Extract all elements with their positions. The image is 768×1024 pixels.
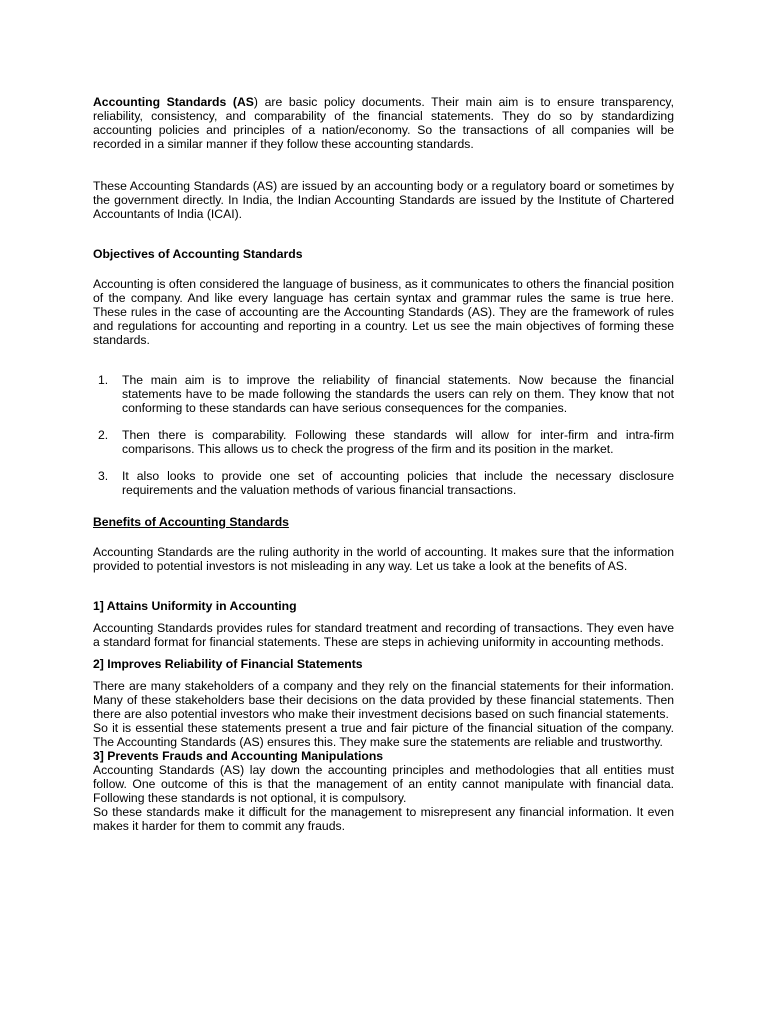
objectives-list-item <box>93 373 674 415</box>
reliability-subheading: 2] Improves Reliability of Financial Statements <box>93 657 363 671</box>
uniformity-paragraph: Accounting Standards provides rules for standard treatment and recording of transactions. They even have a standard format for financial statements. These are steps in achieving uniformity in accounting methods. <box>93 621 674 649</box>
fraud-paragraph-2: So these standards make it difficult for the management to misrepresent any financial information. It even makes it harder for them to commit any frauds. <box>93 805 674 833</box>
fraud-paragraph-1: Accounting Standards (AS) lay down the accounting principles and methodologies that all entities must follow. One outcome of this is that the management of an entity cannot manipulate with financial data. Following these standards is not optional, it is compulsory. <box>93 763 674 805</box>
intro-lead-bold: Accounting Standards (AS <box>93 95 254 109</box>
issuer-paragraph: These Accounting Standards (AS) are issued by an accounting body or a regulatory board or sometimes by the government directly. In India, the Indian Accounting Standards are issued by the Institute of Chartered Accountants of India (ICAI). <box>93 179 674 221</box>
list-item-number: 2. <box>98 428 109 442</box>
objectives-paragraph: Accounting is often considered the language of business, as it communicates to others the financial position of the company. And like every language has certain syntax and grammar rules the same is true here. These rules in the case of accounting are the Accounting Standards (AS). They are the framework of rules and regulations for accounting and reporting in a country. Let us see the main objectives of forming these standards. <box>93 277 674 347</box>
list-item-text: It also looks to provide one set of accounting policies that include the necessary disclosure requirements and the valuation methods of various financial transactions. <box>122 469 674 497</box>
document-body <box>93 95 674 833</box>
uniformity-subheading: 1] Attains Uniformity in Accounting <box>93 599 297 613</box>
objectives-list-item <box>93 428 674 456</box>
benefits-paragraph: Accounting Standards are the ruling authority in the world of accounting. It makes sure that the information provided to potential investors is not misleading in any way. Let us take a look at the benefits of AS. <box>93 545 674 573</box>
intro-lead-text: ) are basic policy documents. Their main aim is to ensure transparency, reliability, consistency, and comparability of the financial statements. They do so by standardizing accounting policies and principles of a nation/economy. So the transactions of all companies will be recorded in a similar manner if they follow these accounting standards. <box>93 95 674 151</box>
fraud-subheading: 3] Prevents Frauds and Accounting Manipulations <box>93 749 384 763</box>
reliability-paragraph-2: So it is essential these statements present a true and fair picture of the financial situation of the company. The Accounting Standards (AS) ensures this. They make sure the statements are reliable and trustworthy. <box>93 721 674 749</box>
list-item-text: The main aim is to improve the reliability of financial statements. Now because the financial statements have to be made following the standards the users can rely on them. They know that not conforming to these standards can have serious consequences for the companies. <box>122 373 674 415</box>
objectives-list <box>93 373 674 497</box>
objectives-heading: Objectives of Accounting Standards <box>93 247 303 261</box>
list-item-number: 1. <box>98 373 109 387</box>
objectives-list-item <box>93 469 674 497</box>
list-item-number: 3. <box>98 469 109 483</box>
list-item-text: Then there is comparability. Following these standards will allow for inter-firm and intra-firm comparisons. This allows us to check the progress of the firm and its position in the market. <box>122 428 674 456</box>
intro-paragraph <box>93 95 674 151</box>
reliability-paragraph-1: There are many stakeholders of a company and they rely on the financial statements for their information. Many of these stakeholders base their decisions on the data provided by these financial statements. Then there are also potential investors who make their investment decisions based on such financial statements. <box>93 679 674 721</box>
benefits-heading: Benefits of Accounting Standards <box>93 515 289 529</box>
